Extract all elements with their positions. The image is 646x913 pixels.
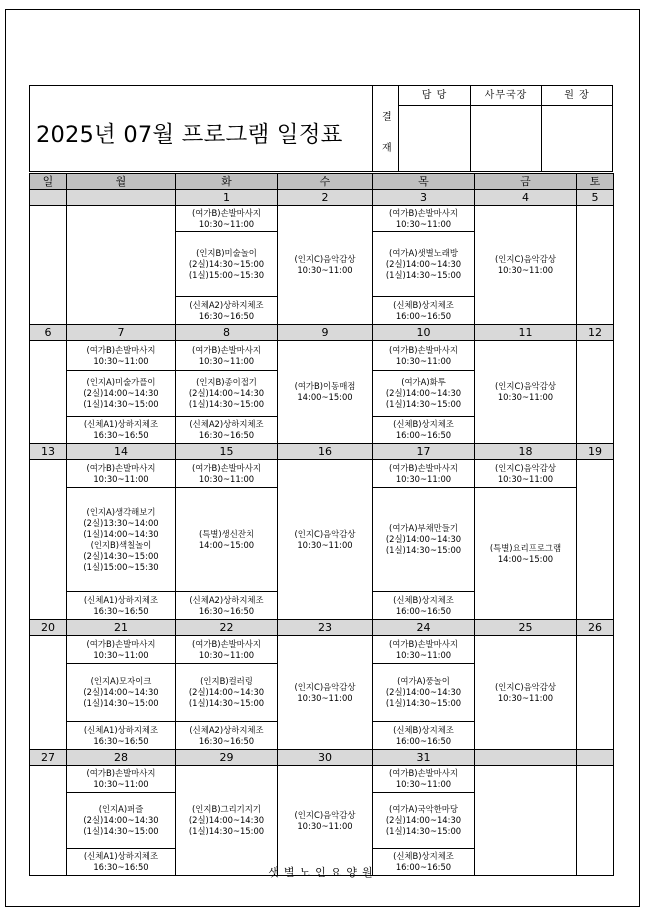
program-cell (176, 460, 278, 488)
program-line: 10:30~11:00 (93, 355, 149, 366)
program-line: 16:30~16:50 (93, 862, 149, 872)
week-date-row (30, 190, 614, 206)
program-line: (2실)14:00~14:30 (385, 388, 462, 398)
program-line: (여가B)이동매점 (294, 381, 356, 391)
program-line: (인지C)음악감상 (294, 809, 356, 820)
date-number: 24 (373, 620, 475, 636)
program-line: (여가B)손발마사지 (389, 638, 458, 649)
program-line: (인지B)그리기지기 (192, 804, 261, 814)
date-number: 22 (176, 620, 278, 636)
program-line: (인지C)음악감상 (294, 681, 356, 692)
program-line: (인지C)음악감상 (495, 681, 556, 692)
empty-cell (577, 206, 614, 325)
program-line: (2실)14:30~15:00 (188, 258, 265, 269)
program-line: (신체A2)상하지체조 (189, 724, 264, 735)
program-cell (67, 793, 176, 849)
program-line: 10:30~11:00 (93, 649, 149, 660)
date-number: 4 (475, 190, 577, 206)
program-line: 16:30~16:50 (93, 735, 149, 746)
program-cell (373, 636, 475, 664)
week-date-row (30, 444, 614, 460)
program-cell (176, 371, 278, 417)
empty-cell (577, 636, 614, 750)
program-cell (67, 488, 176, 592)
program-cell (176, 766, 278, 876)
approval-head (542, 85, 613, 172)
approval-header: 사무국장 (471, 86, 541, 106)
program-cell (67, 722, 176, 750)
program-line: 10:30~11:00 (198, 473, 255, 484)
program-cell (176, 592, 278, 620)
approval-label-1: 결 (382, 112, 392, 123)
program-line: (2실)14:00~14:30 (385, 815, 462, 825)
program-cell (176, 722, 278, 750)
date-number: 5 (577, 190, 614, 206)
program-line: (신체A2)상하지체조 (189, 299, 264, 310)
day-of-week-label: 화 (176, 174, 278, 190)
program-line: (2실)14:00~14:30 (83, 815, 159, 825)
program-cell (373, 722, 475, 750)
program-line: (여가B)손발마사지 (192, 344, 261, 355)
date-number: 15 (176, 444, 278, 460)
date-number: 17 (373, 444, 475, 460)
date-number (475, 750, 577, 766)
program-line: (특별)요리프로그램 (489, 542, 562, 553)
approval-manager (399, 85, 471, 172)
program-cell (278, 766, 373, 876)
date-number: 23 (278, 620, 373, 636)
program-line: 16:00~16:50 (395, 310, 452, 321)
date-number (67, 190, 176, 206)
program-line: 16:30~16:50 (198, 430, 255, 440)
program-line: (신체A1)상하지체조 (83, 724, 159, 735)
program-line: 16:30~16:50 (93, 430, 149, 440)
date-number: 8 (176, 325, 278, 341)
program-cell (176, 488, 278, 592)
program-line: (2실)14:00~14:30 (385, 258, 462, 269)
program-line: (1실)14:30~15:00 (83, 698, 159, 708)
program-line: 10:30~11:00 (395, 473, 452, 484)
date-number: 14 (67, 444, 176, 460)
program-line: (여가B)손발마사지 (389, 462, 458, 473)
program-cell (475, 636, 577, 750)
program-cell (67, 766, 176, 793)
program-row (30, 460, 614, 488)
program-cell (67, 636, 176, 664)
program-cell (176, 297, 278, 325)
program-line: 14:00~15:00 (198, 539, 255, 550)
program-line: (인지A)퍼즐 (98, 804, 144, 814)
date-number: 21 (67, 620, 176, 636)
program-line: (1실)14:30~15:00 (385, 698, 462, 708)
program-line: (1실)14:30~15:00 (83, 826, 159, 836)
program-line: (여가A)샛별노래방 (389, 247, 458, 258)
date-number: 30 (278, 750, 373, 766)
program-line: (1실)14:30~15:00 (83, 399, 159, 409)
date-number: 9 (278, 325, 373, 341)
program-line: (여가B)손발마사지 (389, 768, 458, 778)
program-line: (2실)14:00~14:30 (188, 815, 265, 825)
program-line: (특별)생신잔치 (198, 528, 255, 539)
program-line: 10:30~11:00 (198, 355, 255, 366)
empty-cell (577, 341, 614, 444)
date-number: 16 (278, 444, 373, 460)
date-number: 28 (67, 750, 176, 766)
program-line: (2실)14:00~14:30 (188, 687, 265, 697)
program-line: (여가B)손발마사지 (192, 207, 261, 218)
day-of-week-label: 월 (67, 174, 176, 190)
date-number: 13 (30, 444, 67, 460)
program-line: (1실)14:00~14:30 (83, 528, 159, 539)
program-line: (2실)14:00~14:30 (83, 687, 159, 697)
day-of-week-label: 토 (577, 174, 614, 190)
empty-cell (67, 206, 176, 325)
program-cell (373, 341, 475, 371)
program-line: (2실)14:00~14:30 (385, 534, 462, 544)
program-line: (여가B)손발마사지 (86, 344, 156, 355)
program-line: 10:30~11:00 (497, 473, 554, 484)
program-cell (67, 664, 176, 722)
program-cell (373, 488, 475, 592)
program-cell (176, 664, 278, 722)
program-line: (1실)14:30~15:00 (385, 545, 462, 555)
program-line: (인지A)모자이크 (90, 676, 152, 686)
program-line: 14:00~15:00 (497, 553, 554, 564)
date-number: 1 (176, 190, 278, 206)
empty-cell (577, 460, 614, 620)
program-cell (475, 206, 577, 325)
program-line: (2실)14:00~14:30 (188, 388, 265, 398)
program-line: (신체B)상지체조 (393, 299, 454, 310)
program-line: (인지B)색칠놀이 (90, 539, 152, 550)
program-line: (신체A2)상하지체조 (189, 594, 264, 605)
program-line: 10:30~11:00 (297, 820, 353, 831)
program-line: 10:30~11:00 (497, 265, 554, 275)
program-line: (여가B)손발마사지 (389, 344, 458, 355)
program-cell (475, 488, 577, 620)
program-cell (373, 371, 475, 417)
program-line: (인지C)음악감상 (294, 528, 356, 539)
program-line: 10:30~11:00 (297, 692, 353, 703)
date-number: 2 (278, 190, 373, 206)
program-line: (인지B)컬러링 (200, 676, 253, 686)
program-line: 10:30~11:00 (395, 779, 452, 789)
date-number: 3 (373, 190, 475, 206)
program-line: (인지C)음악감상 (495, 462, 556, 473)
empty-cell (30, 460, 67, 620)
approval-header: 담 당 (399, 86, 470, 106)
program-line: (여가B)손발마사지 (192, 462, 261, 473)
program-cell (67, 592, 176, 620)
date-number: 25 (475, 620, 577, 636)
program-line: (여가A)국악한마당 (389, 804, 458, 814)
program-line: (1실)14:30~15:00 (188, 826, 265, 836)
program-line: 16:30~16:50 (198, 735, 255, 746)
program-line: (인지C)음악감상 (294, 254, 356, 264)
footer-org-name: 샛별노인요양원 (268, 866, 378, 879)
program-cell (373, 232, 475, 297)
date-number: 10 (373, 325, 475, 341)
dow-header-row (30, 174, 614, 190)
approval-label (372, 85, 399, 172)
date-number: 19 (577, 444, 614, 460)
date-number (577, 750, 614, 766)
program-cell (373, 592, 475, 620)
program-line: (여가B)손발마사지 (86, 768, 156, 778)
program-line: (신체A1)상하지체조 (83, 419, 159, 429)
program-line: (2실)14:00~14:30 (385, 687, 462, 697)
approval-header: 원 장 (542, 86, 612, 106)
program-line: (1실)14:30~15:00 (188, 698, 265, 708)
program-line: (1실)14:30~15:00 (385, 826, 462, 836)
program-line: 10:30~11:00 (93, 473, 149, 484)
program-line: 10:30~11:00 (93, 779, 149, 789)
program-line: (신체B)상지체조 (393, 419, 454, 429)
date-number: 29 (176, 750, 278, 766)
program-cell (278, 206, 373, 325)
program-line: (신체B)상지체조 (393, 594, 454, 605)
date-number: 27 (30, 750, 67, 766)
program-line: (인지B)미술놀이 (196, 247, 257, 258)
program-cell (475, 460, 577, 488)
program-line: (인지C)음악감상 (495, 381, 556, 391)
program-line: 10:30~11:00 (497, 392, 554, 402)
program-line: 16:00~16:50 (395, 735, 452, 746)
document-header (29, 85, 613, 172)
program-line: (여가B)손발마사지 (389, 207, 458, 218)
date-number: 26 (577, 620, 614, 636)
program-cell (278, 341, 373, 444)
empty-cell (475, 766, 577, 876)
page-title: 2025년 07월 프로그램 일정표 (36, 122, 343, 148)
program-line: (1실)15:00~15:30 (188, 269, 265, 280)
program-line: 10:30~11:00 (198, 218, 255, 229)
program-line: (1실)15:00~15:30 (83, 561, 159, 572)
date-number: 6 (30, 325, 67, 341)
program-line: (1실)14:30~15:00 (188, 399, 265, 409)
empty-cell (30, 766, 67, 876)
program-cell (67, 341, 176, 371)
schedule-calendar (29, 173, 614, 876)
program-cell (67, 371, 176, 417)
program-line: 10:30~11:00 (497, 692, 554, 703)
program-line: (여가B)손발마사지 (192, 638, 261, 649)
program-line: 10:30~11:00 (198, 649, 255, 660)
program-cell (373, 206, 475, 232)
program-row (30, 766, 614, 793)
program-line: (신체A1)상하지체조 (83, 594, 159, 605)
date-number: 31 (373, 750, 475, 766)
program-line: 10:30~11:00 (297, 539, 353, 550)
empty-cell (30, 636, 67, 750)
program-line: 16:30~16:50 (93, 605, 149, 616)
program-cell (176, 636, 278, 664)
program-line: (신체A1)상하지체조 (83, 851, 159, 861)
program-cell (373, 766, 475, 793)
date-number: 11 (475, 325, 577, 341)
program-line: (여가A)부채만들기 (389, 523, 458, 533)
week-date-row (30, 325, 614, 341)
program-cell (373, 793, 475, 849)
program-line: 10:30~11:00 (395, 355, 452, 366)
program-cell (176, 206, 278, 232)
program-line: (2실)13:30~14:00 (83, 517, 159, 528)
approval-box (372, 85, 613, 172)
program-line: (2실)14:00~14:30 (83, 388, 159, 398)
program-cell (475, 341, 577, 444)
program-line: 10:30~11:00 (395, 218, 452, 229)
program-cell (67, 417, 176, 444)
program-line: 16:30~16:50 (198, 310, 255, 321)
program-line: (인지B)종이접기 (196, 377, 257, 387)
program-row (30, 341, 614, 371)
empty-cell (577, 766, 614, 876)
date-number: 12 (577, 325, 614, 341)
program-line: (1실)14:30~15:00 (385, 269, 462, 280)
program-cell (176, 417, 278, 444)
day-of-week-label: 일 (30, 174, 67, 190)
program-line: (인지A)미술가플이 (86, 377, 156, 387)
program-cell (176, 232, 278, 297)
program-cell (373, 460, 475, 488)
date-number (30, 190, 67, 206)
program-line: (여가A)화투 (401, 377, 446, 387)
program-line: (여가B)손발마사지 (86, 462, 156, 473)
program-line: 16:00~16:50 (395, 430, 452, 440)
program-line: 16:00~16:50 (395, 605, 452, 616)
program-line: (인지C)음악감상 (495, 254, 556, 264)
date-number: 7 (67, 325, 176, 341)
program-line: (여가A)풍놀이 (397, 676, 450, 686)
program-line: (신체B)상지체조 (393, 724, 454, 735)
approval-label-2: 재 (382, 143, 392, 154)
program-line: (1실)14:30~15:00 (385, 399, 462, 409)
program-line: (신체A2)상하지체조 (189, 419, 264, 429)
date-number: 18 (475, 444, 577, 460)
date-number: 20 (30, 620, 67, 636)
program-row (30, 206, 614, 232)
program-cell (373, 297, 475, 325)
program-line: 10:30~11:00 (395, 649, 452, 660)
day-of-week-label: 수 (278, 174, 373, 190)
program-line: 16:30~16:50 (198, 605, 255, 616)
empty-cell (30, 341, 67, 444)
program-cell (278, 636, 373, 750)
program-line: 14:00~15:00 (297, 392, 353, 402)
program-row (30, 636, 614, 664)
week-date-row (30, 620, 614, 636)
approval-director (471, 85, 542, 172)
day-of-week-label: 목 (373, 174, 475, 190)
program-line: (2실)14:30~15:00 (83, 550, 159, 561)
week-date-row (30, 750, 614, 766)
empty-cell (30, 206, 67, 325)
program-line: (여가B)손발마사지 (86, 638, 156, 649)
program-line: 16:00~16:50 (395, 862, 452, 872)
program-cell (67, 460, 176, 488)
title-box (29, 85, 372, 172)
program-line: (인지A)생각해보기 (86, 506, 156, 517)
program-cell (278, 460, 373, 620)
program-line: (신체B)상지체조 (393, 851, 454, 861)
program-line: 10:30~11:00 (297, 265, 353, 275)
program-cell (176, 341, 278, 371)
day-of-week-label: 금 (475, 174, 577, 190)
program-cell (373, 417, 475, 444)
program-cell (373, 664, 475, 722)
